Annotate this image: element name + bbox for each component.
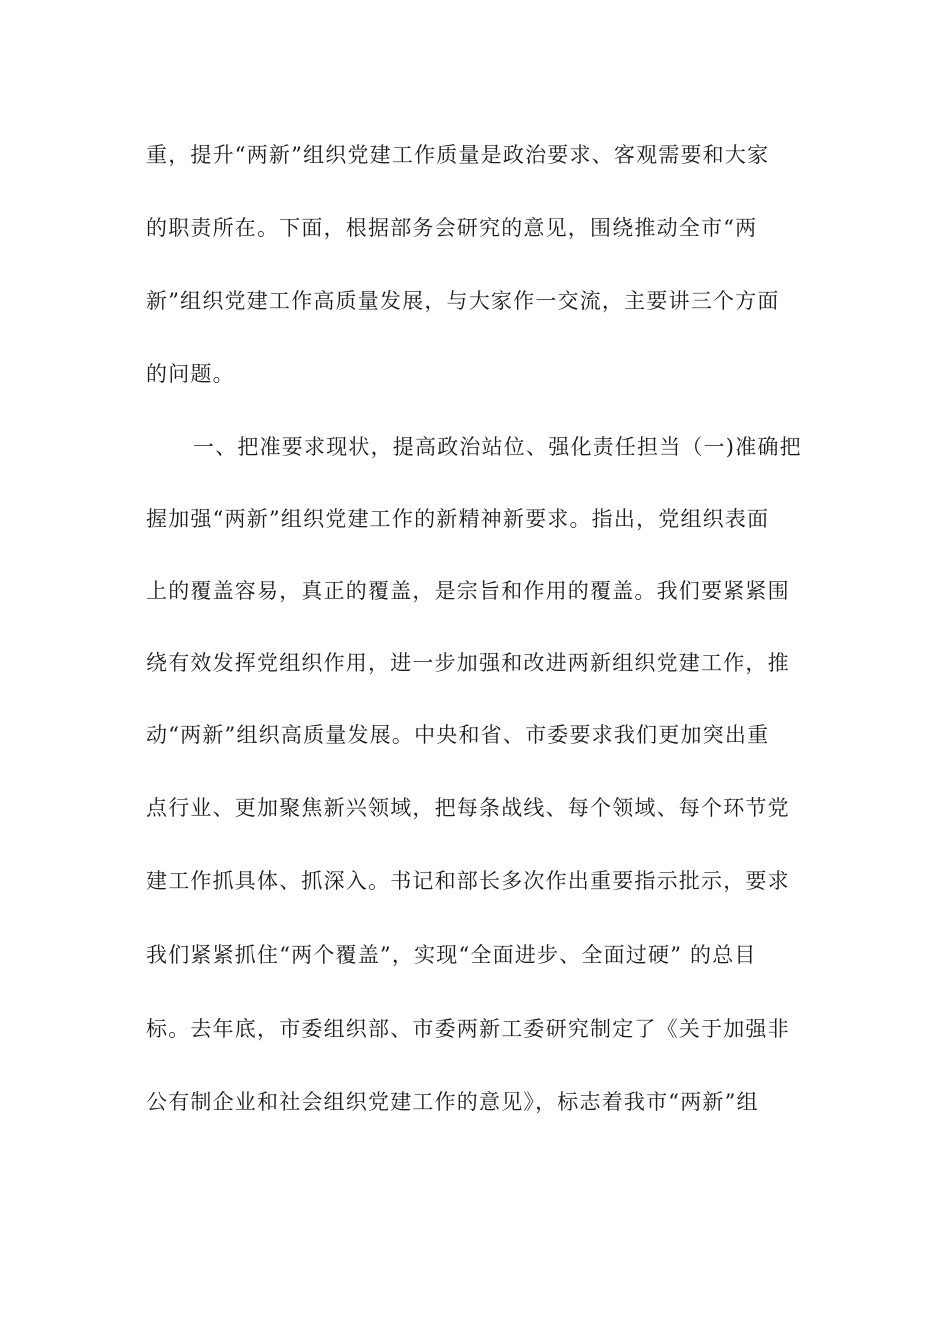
text-line-4: 的问题。 <box>146 362 235 386</box>
text-line-11: 建工作抓具体、抓深入。书记和部长多次作出重要指示批示，要求 <box>146 869 790 893</box>
text-line-14: 公有制企业和社会组织党建工作的意见》，标志着我市“两新”组 <box>146 1090 759 1114</box>
text-line-9: 动“两新”组织高质量发展。中央和省、市委要求我们更加突出重 <box>146 723 770 747</box>
text-line-2: 的职责所在。下面，根据部务会研究的意见，围绕推动全市“两 <box>146 216 758 240</box>
text-line-13: 标。去年底，市委组织部、市委两新工委研究制定了《关于加强非 <box>146 1017 790 1041</box>
text-line-3: 新”组织党建工作高质量发展，与大家作一交流，主要讲三个方面 <box>146 289 780 313</box>
section-heading-line: 一、把准要求现状，提高政治站位、强化责任担当（一)准确把 <box>193 435 802 459</box>
text-line-8: 绕有效发挥党组织作用，进一步加强和改进两新组织党建工作，推 <box>146 651 790 675</box>
text-line-10: 点行业、更加聚焦新兴领域，把每条战线、每个领域、每个环节党 <box>146 796 790 820</box>
text-line-6: 握加强“两新”组织党建工作的新精神新要求。指出，党组织表面 <box>146 507 770 531</box>
text-line-12: 我们紧紧抓住“两个覆盖”，实现“全面进步、全面过硬” 的总目 <box>146 943 757 967</box>
text-line-7: 上的覆盖容易，真正的覆盖，是宗旨和作用的覆盖。我们要紧紧围 <box>146 579 790 603</box>
text-line-1: 重，提升“两新”组织党建工作质量是政治要求、客观需要和大家 <box>146 143 770 167</box>
